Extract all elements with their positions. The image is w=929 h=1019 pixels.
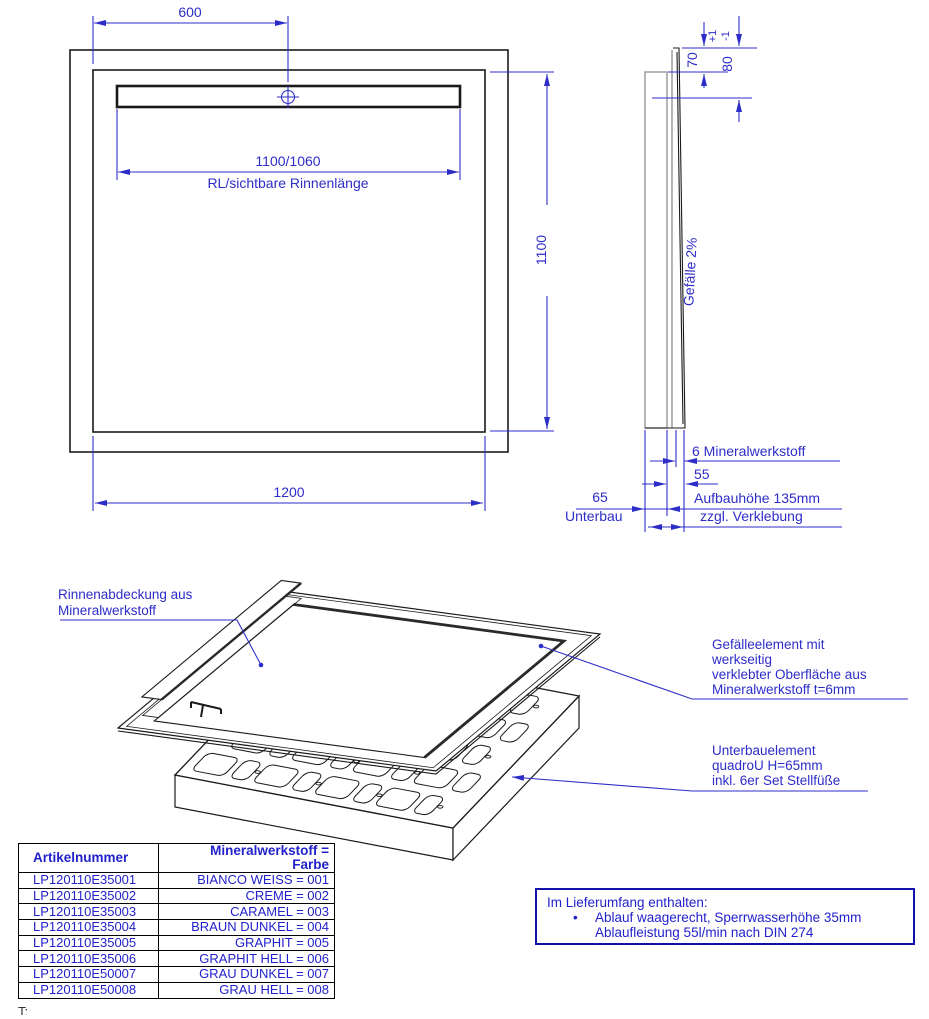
tolerance-plus: +1 [707,29,719,43]
artikelnummer-cell: LP120110E35001 [19,873,159,889]
farbe-cell: CREME = 002 [159,888,335,904]
farbe-cell: GRAU DUNKEL = 007 [159,967,335,983]
side-view [645,48,700,428]
base-label-line3: inkl. 6er Set Stellfüße [712,773,841,788]
farbe-cell: CARAMEL = 003 [159,904,335,920]
height-note-line2: zzgl. Verklebung [700,508,803,524]
cover-label-line1: Rinnenabdeckung aus [58,587,193,602]
tolerance-minus: -1 [720,31,732,41]
table-header-row [19,844,335,873]
base-label-line1: Unterbauelement [712,743,816,758]
table-row [19,982,335,998]
scope-of-delivery-box [535,888,915,945]
dim-70: 70 [684,52,700,68]
dim-65: 65 [592,489,608,505]
table-row [19,967,335,983]
artikelnummer-cell: LP120110E35005 [19,935,159,951]
slope-label: Gefälle 2% [680,237,700,307]
iso-view [118,580,600,860]
dim-channel-length: 1100/1060 [255,153,321,169]
farbe-cell: GRAPHIT HELL = 006 [159,951,335,967]
plan-view [70,50,508,452]
artikelnummer-cell: LP120110E35006 [19,951,159,967]
plan-outer-rect [70,50,508,452]
dim-65-caption: Unterbau [565,508,623,524]
table-row [19,951,335,967]
farbe-cell: BRAUN DUNKEL = 004 [159,920,335,936]
side-unterbau-rect [645,72,667,428]
dim-6-mineralwerkstoff: 6 Mineralwerkstoff [692,443,806,459]
article-color-table [18,843,335,999]
scope-title: Im Lieferumfang enthalten: [547,895,708,910]
footnote-fragment: T: [18,1005,29,1015]
dim-1200: 1200 [273,484,305,500]
table-row [19,935,335,951]
cover-label-line2: Mineralwerkstoff [58,603,157,618]
slope-label-line4: Mineralwerkstoff t=6mm [712,682,856,697]
farbe-cell: BIANCO WEISS = 001 [159,873,335,889]
bullet-icon: • [573,910,578,925]
farbe-cell: GRAU HELL = 008 [159,982,335,998]
slope-label-line1: Gefälleelement mit [712,637,825,652]
slope-label-line3: verklebter Oberfläche aus [712,667,867,682]
dim-80: 80 [719,56,735,72]
dim-1100: 1100 [533,234,549,266]
artikelnummer-cell: LP120110E50008 [19,982,159,998]
farbe-header [159,844,335,873]
artikelnummer-cell: LP120110E35002 [19,888,159,904]
dim-600: 600 [178,4,202,20]
height-note-line1: Aufbauhöhe 135mm [694,490,821,506]
scope-line2: Ablaufleistung 55l/min nach DIN 274 [595,925,814,940]
plan-inner-rect [93,70,485,432]
dim-55: 55 [694,466,710,482]
farbe-header-line1: Mineralwerkstoff = [210,843,329,858]
artikelnummer-cell: LP120110E35004 [19,920,159,936]
table-row [19,904,335,920]
side-dimensions-bottom [565,430,842,532]
artikelnummer-cell: LP120110E35003 [19,904,159,920]
table-row [19,888,335,904]
side-dimensions-top [652,16,757,122]
slope-label-line2: werkseitig [712,652,773,667]
scope-line1: Ablauf waagerecht, Sperrwasserhöhe 35mm [595,910,862,925]
table-row [19,920,335,936]
artikelnummer-cell: LP120110E50007 [19,967,159,983]
artikelnummer-header: Artikelnummer [19,844,159,873]
farbe-header-line2: Farbe [292,857,329,872]
drain-crosshair-icon [277,86,299,108]
farbe-cell: GRAPHIT = 005 [159,935,335,951]
base-label-line2: quadroU H=65mm [712,758,823,773]
dim-channel-caption: RL/sichtbare Rinnenlänge [207,175,369,191]
table-row [19,873,335,889]
